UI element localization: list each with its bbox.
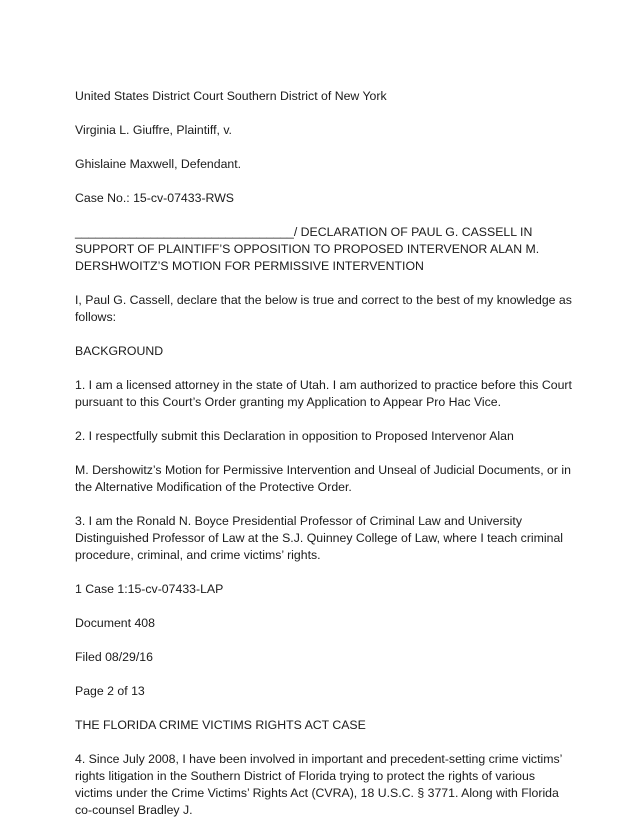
court-name: United States District Court Southern District of New York [75, 89, 387, 103]
filed-date: Filed 08/29/16 [75, 650, 153, 664]
section-heading-cvra: THE FLORIDA CRIME VICTIMS RIGHTS ACT CASE [75, 718, 366, 732]
paragraph-2-continued: M. Dershowitz’s Motion for Permissive Intervention and Unseal of Judicial Documents, or in the Alternative Modification of the Protective Order. [75, 463, 571, 494]
plaintiff-line: Virginia L. Giuffre, Plaintiff, v. [75, 123, 232, 137]
document-number: Document 408 [75, 616, 155, 630]
paragraph-3: 3. I am the Ronald N. Boyce Presidential Professor of Criminal Law and University Distinguished Professor of Law at the S.J. Quinney College of Law, where I teach criminal procedure, criminal, and crime victims’ rights. [75, 514, 564, 562]
paragraph-4: 4. Since July 2008, I have been involved in important and precedent-setting crime victims’ rights litigation in the Southern District of Florida trying to protect the rights of various victims under the Crime Victims’ Rights Act (CVRA), 18 U.S.C. § 3771. Along with Florida co-counsel Bradley J. [75, 752, 562, 817]
declaration-title: ________________________________/ DECLARATION OF PAUL G. CASSELL IN SUPPORT OF PLAINTIFF’S OPPOSITION TO PROPOSED INTERVENOR ALAN M. DERSHWOITZ’S MOTION FOR PERMISSIVE INTERVENTION [75, 225, 540, 273]
case-number: Case No.: 15-cv-07433-RWS [75, 191, 235, 205]
paragraph-2: 2. I respectfully submit this Declaration in opposition to Proposed Intervenor Alan [75, 429, 514, 443]
defendant-line: Ghislaine Maxwell, Defendant. [75, 157, 242, 171]
declaration-intro: I, Paul G. Cassell, declare that the below is true and correct to the best of my knowledge as follows: [75, 293, 572, 324]
document-body [75, 88, 575, 836]
case-header-line: 1 Case 1:15-cv-07433-LAP [75, 582, 224, 596]
section-heading-background: BACKGROUND [75, 344, 164, 358]
page-count: Page 2 of 13 [75, 684, 145, 698]
paragraph-1: 1. I am a licensed attorney in the state of Utah. I am authorized to practice before this Court pursuant to this Court’s Order granting my Application to Appear Pro Hac Vice. [75, 378, 572, 409]
